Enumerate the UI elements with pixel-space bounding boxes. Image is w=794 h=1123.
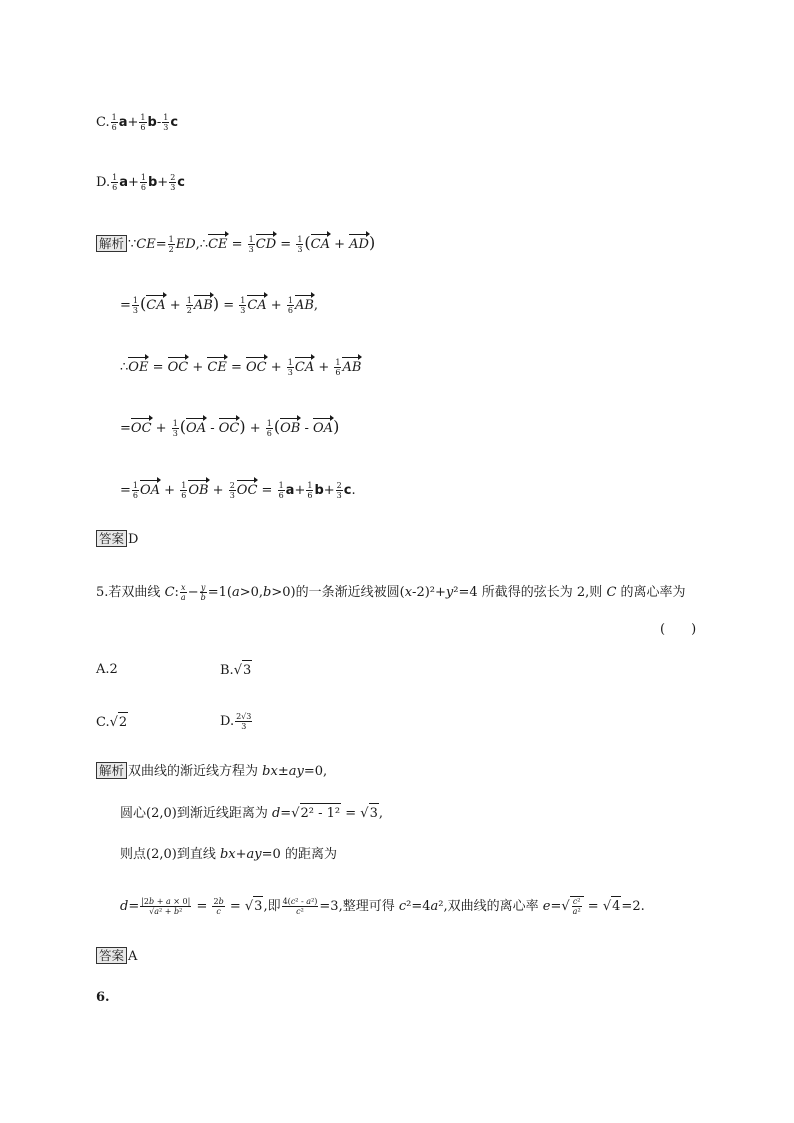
q5-answer: 答案 A bbox=[96, 947, 137, 967]
q5-bracket: ( ) bbox=[660, 622, 697, 637]
q5-analysis-line-3: 则点(2,0)到直线 bx+ay=0 的距离为 bbox=[120, 847, 337, 862]
q4-answer: 答案 D bbox=[96, 530, 138, 550]
q5-analysis-line-1: 解析 双曲线的渐近线方程为 bx±ay=0, bbox=[96, 762, 327, 782]
answer-tag: 答案 bbox=[96, 530, 127, 547]
q4-analysis-line-5: = $\frac{1}{6}$ OA + $\frac{1}{6}$ OB + $\frac{2}{3}$ OC = $\frac{1}{6}$ a+ $\frac{1}{6}$ b+ $\frac{2}{3}$ c. bbox=[120, 481, 356, 500]
q5-option-c: C.√2 bbox=[96, 712, 128, 733]
analysis-tag: 解析 bbox=[96, 762, 127, 779]
q5-option-b: B.√3 bbox=[220, 660, 252, 681]
answer-tag: 答案 bbox=[96, 947, 127, 964]
option-d: D. $\frac{1}{6}$ a+ $\frac{1}{6}$ b+ $\frac{2}{3}$ c bbox=[96, 173, 185, 192]
q4-analysis-line-4: =OC + $\frac{1}{3}$ (OA - OC) + $\frac{1}{6}$ (OB - OA) bbox=[120, 417, 340, 438]
q4-analysis-line-3: ∴OE = OC + CE = OC + $\frac{1}{3}$ CA + $\frac{1}{6}$ AB bbox=[120, 358, 362, 377]
q5-option-d: D. $\frac{2√3}{3}$ bbox=[220, 712, 252, 731]
q6-number: 6. bbox=[96, 990, 110, 1005]
analysis-tag: 解析 bbox=[96, 235, 127, 252]
q5-analysis-line-2: 圆心(2,0)到渐近线距离为 d=√2² - 1² = √3, bbox=[120, 803, 383, 824]
q5-analysis-line-4: d= $\frac{|2b + a \times 0|}{\text{√a² + b²}}$ = $\frac{2b}{c}$ = √3,即 $\frac{\text{4(c² - a²)}}{\text{c²}}$ =3,整理可得 c²=4a²,双曲线的离心率 e=√ $\frac{\text{c²}}{\text{a²}}$ = √4=2. bbox=[120, 897, 645, 916]
option-c: C. $\frac{1}{6}$ a+ $\frac{1}{6}$ b- $\frac{1}{3}$ c bbox=[96, 113, 179, 132]
q5-option-a: A.2 bbox=[96, 662, 118, 677]
q5-stem: 5.若双曲线 C: $\frac{x}{a}$ − $\frac{y}{b}$ =1(a>0,b>0)的一条渐近线被圆(x-2)²+y²=4 所截得的弦长为 2,则 C 的离心率为 bbox=[96, 583, 686, 602]
q4-analysis-line-2: = $\frac{1}{3}$ (CA + $\frac{1}{2}$ AB) = $\frac{1}{3}$ CA + $\frac{1}{6}$ AB, bbox=[120, 294, 319, 315]
q4-analysis-line-1: 解析 ∵CE= $\frac{1}{2}$ ED,∴CE = $\frac{1}{3}$ CD = $\frac{1}{3}$ (CA + AD) bbox=[96, 233, 375, 255]
